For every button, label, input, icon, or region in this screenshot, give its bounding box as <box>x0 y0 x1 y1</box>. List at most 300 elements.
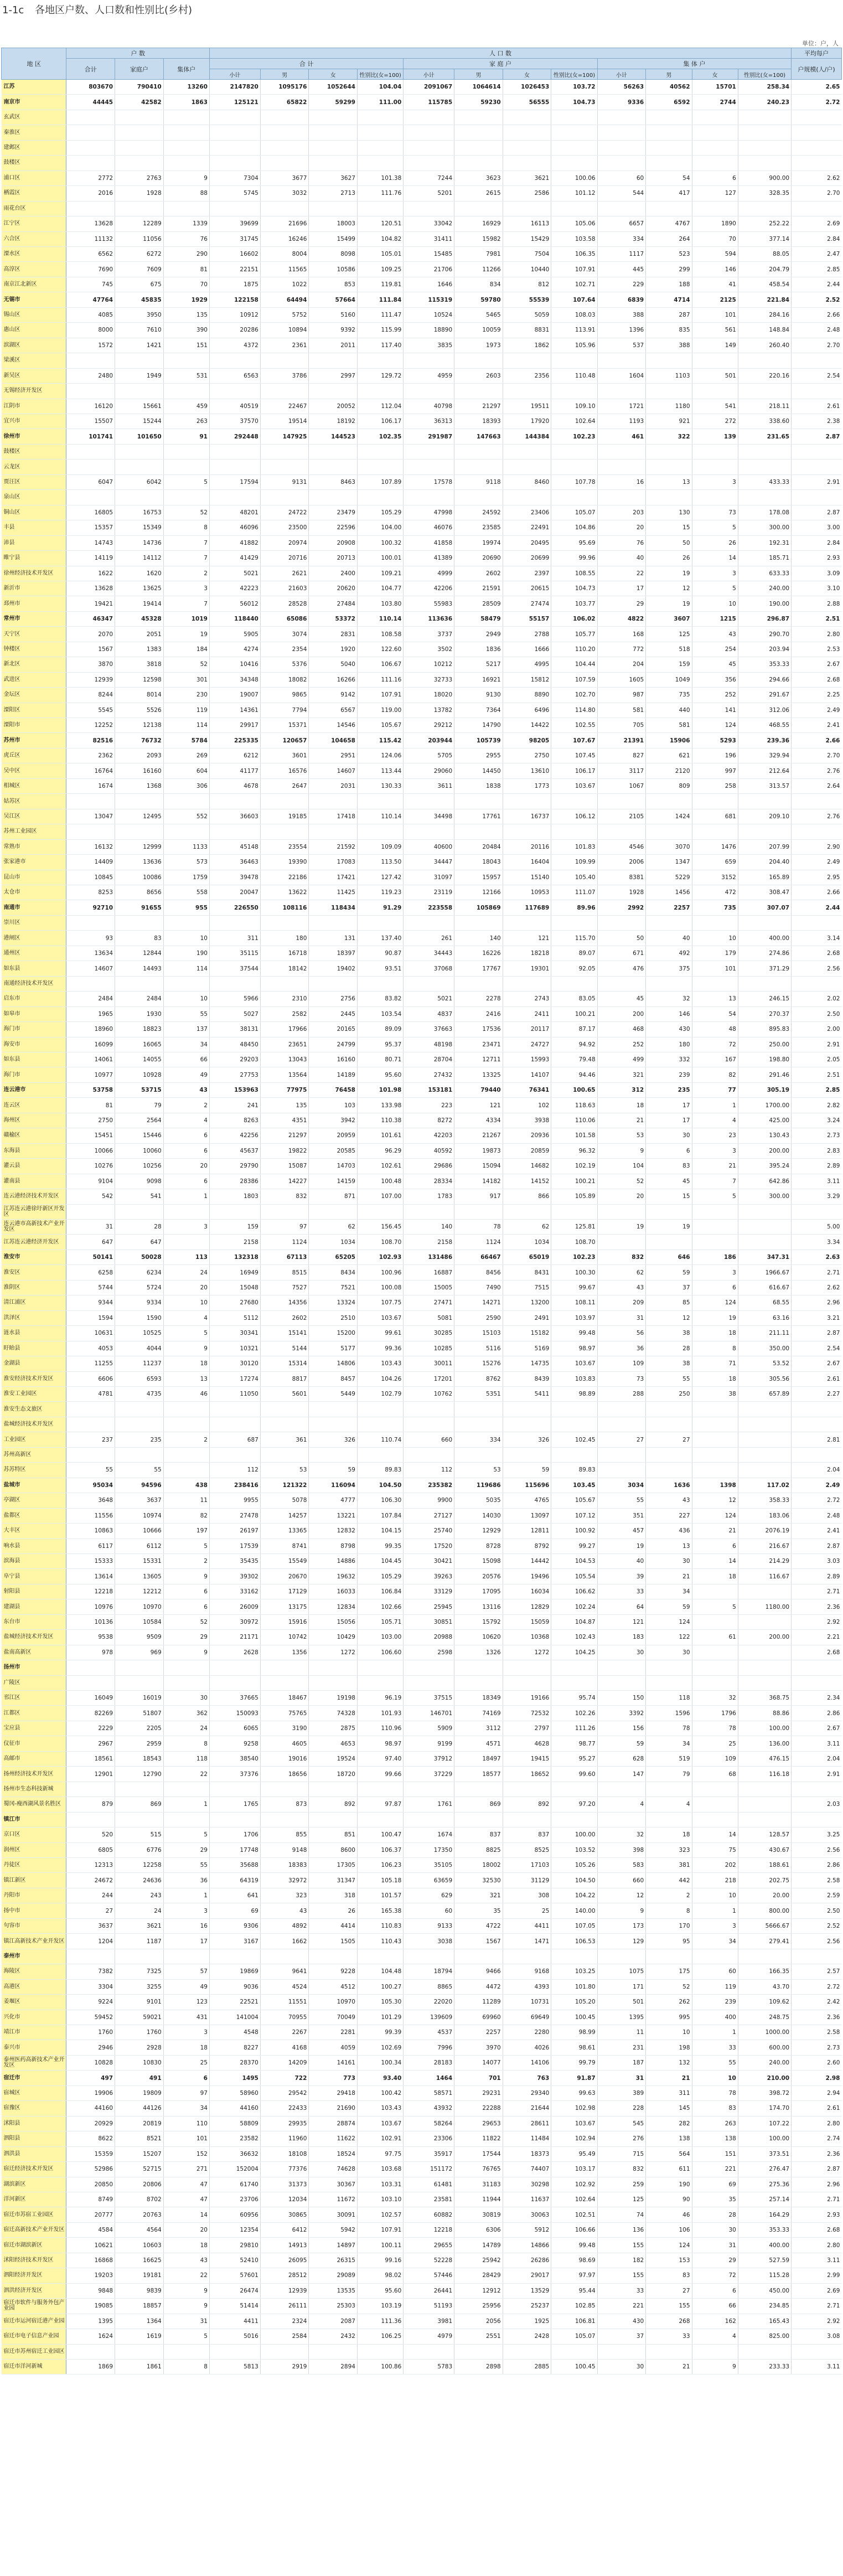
table-cell: 30 <box>163 1691 209 1706</box>
region-name: 盐南高新区 <box>2 1645 66 1660</box>
region-name: 东台市 <box>2 1614 66 1629</box>
table-cell: 3.34 <box>792 1235 842 1250</box>
table-cell: 5912 <box>503 2222 551 2237</box>
table-title: 各地区户数、人口数和性别比(乡村) <box>35 4 193 16</box>
region-name: 建湖县 <box>2 1599 66 1614</box>
region-name: 镇江新区 <box>2 1873 66 1888</box>
table-cell: 20047 <box>209 885 260 900</box>
table-cell: 125.81 <box>551 1219 597 1234</box>
table-cell: 109.21 <box>357 566 403 581</box>
table-cell: 1395 <box>66 2314 115 2329</box>
table-cell: 6412 <box>260 2222 309 2237</box>
table-cell: 26286 <box>503 2253 551 2268</box>
table-cell: 19402 <box>309 961 358 976</box>
table-cell: 2.70 <box>792 748 842 763</box>
table-cell: 33 <box>597 1584 646 1599</box>
table-cell: 12289 <box>115 216 164 231</box>
table-cell <box>209 1949 260 1964</box>
table-cell: 809 <box>646 778 692 793</box>
table-cell: 14886 <box>309 1553 358 1568</box>
table-cell: 87.17 <box>551 1022 597 1037</box>
table-cell: 2445 <box>309 1006 358 1021</box>
table-cell: 1022 <box>260 277 309 292</box>
table-cell: 20576 <box>454 1569 503 1584</box>
table-cell: 60956 <box>209 2207 260 2222</box>
table-cell: 45 <box>646 1174 692 1189</box>
table-cell: 106.35 <box>551 246 597 261</box>
table-cell <box>792 976 842 991</box>
table-cell: 4 <box>692 2329 738 2344</box>
region-name: 贾汪区 <box>2 474 66 489</box>
table-cell: 14 <box>163 2207 209 2222</box>
table-cell: 110 <box>163 2116 209 2131</box>
table-cell <box>309 201 358 216</box>
table-cell: 2.36 <box>792 1599 842 1614</box>
table-cell <box>597 1660 646 1675</box>
table-cell: 26 <box>309 1903 358 1918</box>
table-cell: 28528 <box>260 596 309 611</box>
table-cell: 6 <box>692 2283 738 2298</box>
table-cell <box>646 384 692 399</box>
table-cell <box>66 384 115 399</box>
table-cell: 14356 <box>260 1295 309 1310</box>
table-cell: 105.89 <box>551 1189 597 1204</box>
table-cell: 74628 <box>309 2162 358 2177</box>
table-cell: 37 <box>646 1280 692 1295</box>
table-cell: 2.57 <box>792 1964 842 1979</box>
table-cell: 18393 <box>454 414 503 429</box>
table-cell: 4 <box>692 1113 738 1128</box>
table-cell <box>597 353 646 368</box>
region-name: 赣榆区 <box>2 1128 66 1143</box>
table-cell: 113 <box>163 1250 209 1264</box>
table-cell: 104.25 <box>551 1645 597 1660</box>
table-cell: 29917 <box>209 718 260 733</box>
table-cell <box>209 824 260 839</box>
table-cell: 15182 <box>503 1326 551 1341</box>
region-name: 铜山区 <box>2 505 66 520</box>
table-cell: 18082 <box>260 672 309 687</box>
table-cell: 106.67 <box>357 657 403 672</box>
table-cell: 2.85 <box>792 262 842 277</box>
table-cell: 23 <box>692 1128 738 1143</box>
table-cell: 74 <box>597 2207 646 2222</box>
table-cell: 90.87 <box>357 946 403 961</box>
table-cell: 27 <box>646 1432 692 1447</box>
table-cell <box>551 156 597 171</box>
table-cell: 5169 <box>503 1341 551 1356</box>
table-cell: 3938 <box>503 1113 551 1128</box>
table-cell: 12034 <box>260 2192 309 2207</box>
table-cell: 14106 <box>503 2055 551 2070</box>
table-cell: 7304 <box>209 171 260 185</box>
table-cell: 436 <box>646 1524 692 1539</box>
table-cell: 2.73 <box>792 2040 842 2055</box>
table-cell: 16 <box>163 1918 209 1933</box>
table-cell: 104 <box>597 1159 646 1174</box>
table-cell: 3637 <box>66 1918 115 1933</box>
table-cell: 168 <box>597 627 646 642</box>
table-cell: 137.40 <box>357 931 403 946</box>
table-cell: 178.08 <box>738 505 791 520</box>
table-cell: 46 <box>646 2207 692 2222</box>
table-cell: 50028 <box>115 1250 164 1264</box>
table-cell: 3.21 <box>792 1310 842 1325</box>
table-row <box>2 642 842 657</box>
table-cell: 24 <box>115 1903 164 1918</box>
table-cell: 60 <box>692 1964 738 1979</box>
table-cell: 2.51 <box>792 611 842 626</box>
table-cell <box>115 353 164 368</box>
table-cell: 8521 <box>115 2131 164 2146</box>
table-cell: 312 <box>597 1082 646 1097</box>
table-cell <box>792 490 842 505</box>
table-cell: 102.70 <box>551 688 597 703</box>
table-cell: 18656 <box>260 1767 309 1782</box>
region-name: 常熟市 <box>2 839 66 854</box>
table-cell <box>503 1417 551 1432</box>
table-cell: 104.53 <box>551 1553 597 1568</box>
table-cell: 31 <box>597 1310 646 1325</box>
table-cell: 501 <box>597 1995 646 2010</box>
table-cell: 4472 <box>454 1979 503 1994</box>
table-cell: 855 <box>260 1828 309 1842</box>
table-cell: 353.33 <box>738 2222 791 2237</box>
table-cell: 204 <box>597 657 646 672</box>
table-cell: 121322 <box>260 1478 309 1493</box>
table-cell <box>404 915 454 930</box>
table-cell <box>597 915 646 930</box>
table-cell: 106.62 <box>551 1584 597 1599</box>
region-name: 江宁区 <box>2 216 66 231</box>
table-cell: 36 <box>597 1341 646 1356</box>
table-cell: 102.35 <box>357 429 403 444</box>
table-cell <box>503 201 551 216</box>
table-cell: 6567 <box>309 703 358 717</box>
table-cell: 47 <box>163 2177 209 2192</box>
table-cell <box>551 460 597 474</box>
table-cell: 3304 <box>66 1979 115 1994</box>
table-cell: 2278 <box>454 992 503 1006</box>
table-cell: 18 <box>692 1371 738 1386</box>
table-cell: 2.48 <box>792 1508 842 1523</box>
table-cell <box>551 1812 597 1827</box>
table-cell <box>404 156 454 171</box>
table-cell: 2.38 <box>792 414 842 429</box>
table-cell: 82516 <box>66 733 115 748</box>
table-cell: 35688 <box>209 1858 260 1873</box>
table-cell: 9538 <box>66 1630 115 1645</box>
table-cell <box>792 156 842 171</box>
table-cell: 1605 <box>597 672 646 687</box>
table-cell <box>692 1235 738 1250</box>
table-cell: 16099 <box>66 1037 115 1052</box>
table-cell <box>738 125 791 140</box>
table-cell: 8253 <box>66 885 115 900</box>
table-cell: 16868 <box>66 2253 115 2268</box>
table-cell: 518 <box>646 642 692 657</box>
table-cell: 28334 <box>404 1174 454 1189</box>
table-row <box>2 1113 842 1128</box>
table-cell: 19166 <box>503 1691 551 1706</box>
table-cell: 108.03 <box>551 307 597 322</box>
table-cell: 18 <box>692 1569 738 1584</box>
table-cell: 1572 <box>66 338 115 353</box>
table-cell <box>404 140 454 155</box>
table-cell: 59452 <box>66 2010 115 2025</box>
table-cell: 30341 <box>209 1326 260 1341</box>
table-cell: 308.47 <box>738 885 791 900</box>
table-cell: 20859 <box>503 1143 551 1158</box>
table-cell: 2257 <box>454 2025 503 2040</box>
region-name: 丹阳市 <box>2 1888 66 1903</box>
table-cell: 75765 <box>260 1706 309 1721</box>
table-cell <box>163 156 209 171</box>
table-cell: 17201 <box>404 1371 454 1386</box>
table-cell: 59021 <box>115 2010 164 2025</box>
table-cell: 1965 <box>66 1006 115 1021</box>
table-cell: 125121 <box>209 95 260 110</box>
table-cell <box>115 1417 164 1432</box>
table-cell: 276 <box>597 2131 646 2146</box>
table-cell: 900.00 <box>738 171 791 185</box>
region-name: 苏苏特区 <box>2 1463 66 1478</box>
table-cell: 442 <box>646 1873 692 1888</box>
table-cell <box>792 444 842 459</box>
table-cell: 115.99 <box>357 323 403 338</box>
table-cell: 103.45 <box>551 1478 597 1493</box>
table-cell: 37229 <box>404 1767 454 1782</box>
table-cell <box>309 824 358 839</box>
table-cell: 6606 <box>66 1371 115 1386</box>
region-name: 如皋市 <box>2 1006 66 1021</box>
region-name: 南通经济技术开发区 <box>2 976 66 991</box>
table-cell: 13260 <box>163 80 209 95</box>
table-cell: 27680 <box>209 1295 260 1310</box>
table-cell <box>66 110 115 125</box>
table-cell: 629 <box>404 1888 454 1903</box>
table-cell: 250 <box>646 1386 692 1401</box>
table-cell: 9 <box>597 1143 646 1158</box>
region-name: 鼓楼区 <box>2 444 66 459</box>
table-cell: 1863 <box>163 95 209 110</box>
table-cell: 28386 <box>209 1174 260 1189</box>
table-cell: 6 <box>692 1539 738 1553</box>
table-cell: 21 <box>692 1524 738 1539</box>
table-cell: 3392 <box>597 1706 646 1721</box>
table-row <box>2 1006 842 1021</box>
table-row-city <box>2 429 842 444</box>
table-cell: 15792 <box>454 1614 503 1629</box>
region-name: 泗洪经济开发区 <box>2 2283 66 2298</box>
table-cell: 3.08 <box>792 2329 842 2344</box>
table-cell: 15429 <box>503 231 551 246</box>
table-cell <box>597 1782 646 1797</box>
table-cell <box>597 384 646 399</box>
table-cell <box>115 1660 164 1675</box>
table-cell: 2.52 <box>792 1918 842 1933</box>
table-cell: 223558 <box>404 900 454 915</box>
table-cell: 321 <box>597 1067 646 1082</box>
table-cell <box>551 1675 597 1690</box>
table-cell: 16764 <box>66 763 115 778</box>
table-cell: 3074 <box>260 627 309 642</box>
region-name: 金湖县 <box>2 1356 66 1371</box>
table-cell <box>792 460 842 474</box>
table-cell <box>692 2344 738 2359</box>
table-cell: 23581 <box>404 2192 454 2207</box>
table-cell: 15349 <box>115 520 164 535</box>
table-cell: 115319 <box>404 292 454 307</box>
table-cell: 15059 <box>503 1614 551 1629</box>
table-cell: 64494 <box>260 292 309 307</box>
table-cell <box>209 490 260 505</box>
region-name: 新吴区 <box>2 368 66 383</box>
table-cell: 722 <box>260 2071 309 2085</box>
table-cell: 2158 <box>209 1235 260 1250</box>
table-row <box>2 1235 842 1250</box>
table-cell: 11672 <box>309 2192 358 2207</box>
table-cell: 108.58 <box>357 627 403 642</box>
table-cell: 101.29 <box>357 2010 403 2025</box>
table-cell: 114 <box>163 961 209 976</box>
table-cell <box>357 140 403 155</box>
table-cell: 18108 <box>260 2146 309 2161</box>
table-cell: 7 <box>692 1174 738 1189</box>
table-cell: 116.67 <box>738 1569 791 1584</box>
table-cell: 6112 <box>115 1539 164 1553</box>
table-cell: 312.06 <box>738 703 791 717</box>
table-cell <box>454 1660 503 1675</box>
table-cell: 33 <box>597 2283 646 2298</box>
table-cell: 13605 <box>115 1569 164 1584</box>
table-cell: 99.79 <box>551 2055 597 2070</box>
table-cell: 2885 <box>503 2359 551 2374</box>
table-cell: 17761 <box>454 809 503 824</box>
table-cell: 21592 <box>309 839 358 854</box>
table-cell: 99.27 <box>551 1539 597 1553</box>
table-cell: 43 <box>260 1903 309 1918</box>
region-name: 宿迁高新技术产业开发区 <box>2 2222 66 2237</box>
table-cell: 9168 <box>503 1964 551 1979</box>
table-cell <box>260 444 309 459</box>
table-row <box>2 1037 842 1052</box>
table-cell: 1836 <box>454 642 503 657</box>
table-cell: 117.40 <box>357 338 403 353</box>
table-cell <box>551 1782 597 1797</box>
table-cell <box>646 353 692 368</box>
table-cell: 94.46 <box>551 1067 597 1082</box>
table-cell <box>115 490 164 505</box>
table-cell: 1966.67 <box>738 1265 791 1280</box>
region-name: 宿豫区 <box>2 2101 66 2116</box>
table-cell: 2.87 <box>792 429 842 444</box>
table-cell: 2.70 <box>792 186 842 201</box>
table-cell: 130.43 <box>738 1128 791 1143</box>
table-cell: 20 <box>163 1159 209 1174</box>
table-row <box>2 1675 842 1690</box>
table-cell <box>209 1660 260 1675</box>
table-row <box>2 1067 842 1082</box>
table-cell: 15957 <box>454 870 503 885</box>
table-cell: 8 <box>163 1736 209 1751</box>
table-cell: 137 <box>163 1022 209 1037</box>
table-cell <box>692 1432 738 1447</box>
table-cell <box>309 2344 358 2359</box>
table-cell: 15 <box>646 1189 692 1204</box>
table-cell: 8244 <box>66 688 115 703</box>
table-cell: 43 <box>646 1493 692 1508</box>
table-cell: 106.30 <box>357 1493 403 1508</box>
table-cell: 2898 <box>454 2359 503 2374</box>
table-cell: 5449 <box>309 1386 358 1401</box>
table-cell: 2.96 <box>792 2177 842 2192</box>
table-cell: 8762 <box>454 1371 503 1386</box>
table-cell: 106.53 <box>551 1934 597 1949</box>
table-cell <box>260 1812 309 1827</box>
table-row <box>2 2299 842 2314</box>
table-cell: 9142 <box>309 688 358 703</box>
table-cell: 19 <box>646 596 692 611</box>
table-cell <box>646 490 692 505</box>
table-cell: 103.67 <box>551 778 597 793</box>
table-cell <box>792 140 842 155</box>
table-cell: 48201 <box>209 505 260 520</box>
table-cell: 95.49 <box>551 2146 597 2161</box>
table-cell: 2416 <box>454 1006 503 1021</box>
table-cell <box>115 1949 164 1964</box>
table-cell <box>738 1447 791 1462</box>
table-cell: 31 <box>597 2071 646 2085</box>
table-cell: 6258 <box>66 1265 115 1280</box>
table-cell <box>209 1675 260 1690</box>
table-cell: 8272 <box>404 1113 454 1128</box>
table-cell: 1796 <box>692 1706 738 1721</box>
table-row <box>2 1189 842 1204</box>
table-cell: 9 <box>597 1903 646 1918</box>
table-cell: 9 <box>163 171 209 185</box>
table-cell: 59 <box>503 1463 551 1478</box>
table-cell: 103.00 <box>357 1630 403 1645</box>
table-cell: 12354 <box>209 2222 260 2237</box>
table-cell: 2.87 <box>792 1539 842 1553</box>
table-row <box>2 1417 842 1432</box>
region-name: 溧阳市 <box>2 718 66 733</box>
table-cell: 5081 <box>404 1310 454 1325</box>
table-cell: 174.70 <box>738 2101 791 2116</box>
table-cell: 76732 <box>115 733 164 748</box>
table-cell: 30120 <box>209 1356 260 1371</box>
table-cell: 27484 <box>309 596 358 611</box>
table-cell: 3.10 <box>792 581 842 596</box>
table-cell: 34447 <box>404 855 454 870</box>
table-cell: 10830 <box>115 2055 164 2070</box>
table-cell: 1567 <box>66 642 115 657</box>
table-row <box>2 1599 842 1614</box>
table-row <box>2 809 842 824</box>
table-cell: 51414 <box>209 2299 260 2314</box>
table-cell: 81 <box>66 1098 115 1113</box>
table-cell: 53758 <box>66 1082 115 1097</box>
table-cell: 19016 <box>260 1751 309 1766</box>
table-cell <box>692 384 738 399</box>
table-cell: 5 <box>163 1828 209 1842</box>
table-cell <box>454 1204 503 1219</box>
table-cell: 164.29 <box>738 2207 791 2222</box>
table-cell: 491 <box>115 2071 164 2085</box>
table-cell: 38131 <box>209 1022 260 1037</box>
table-cell <box>357 915 403 930</box>
